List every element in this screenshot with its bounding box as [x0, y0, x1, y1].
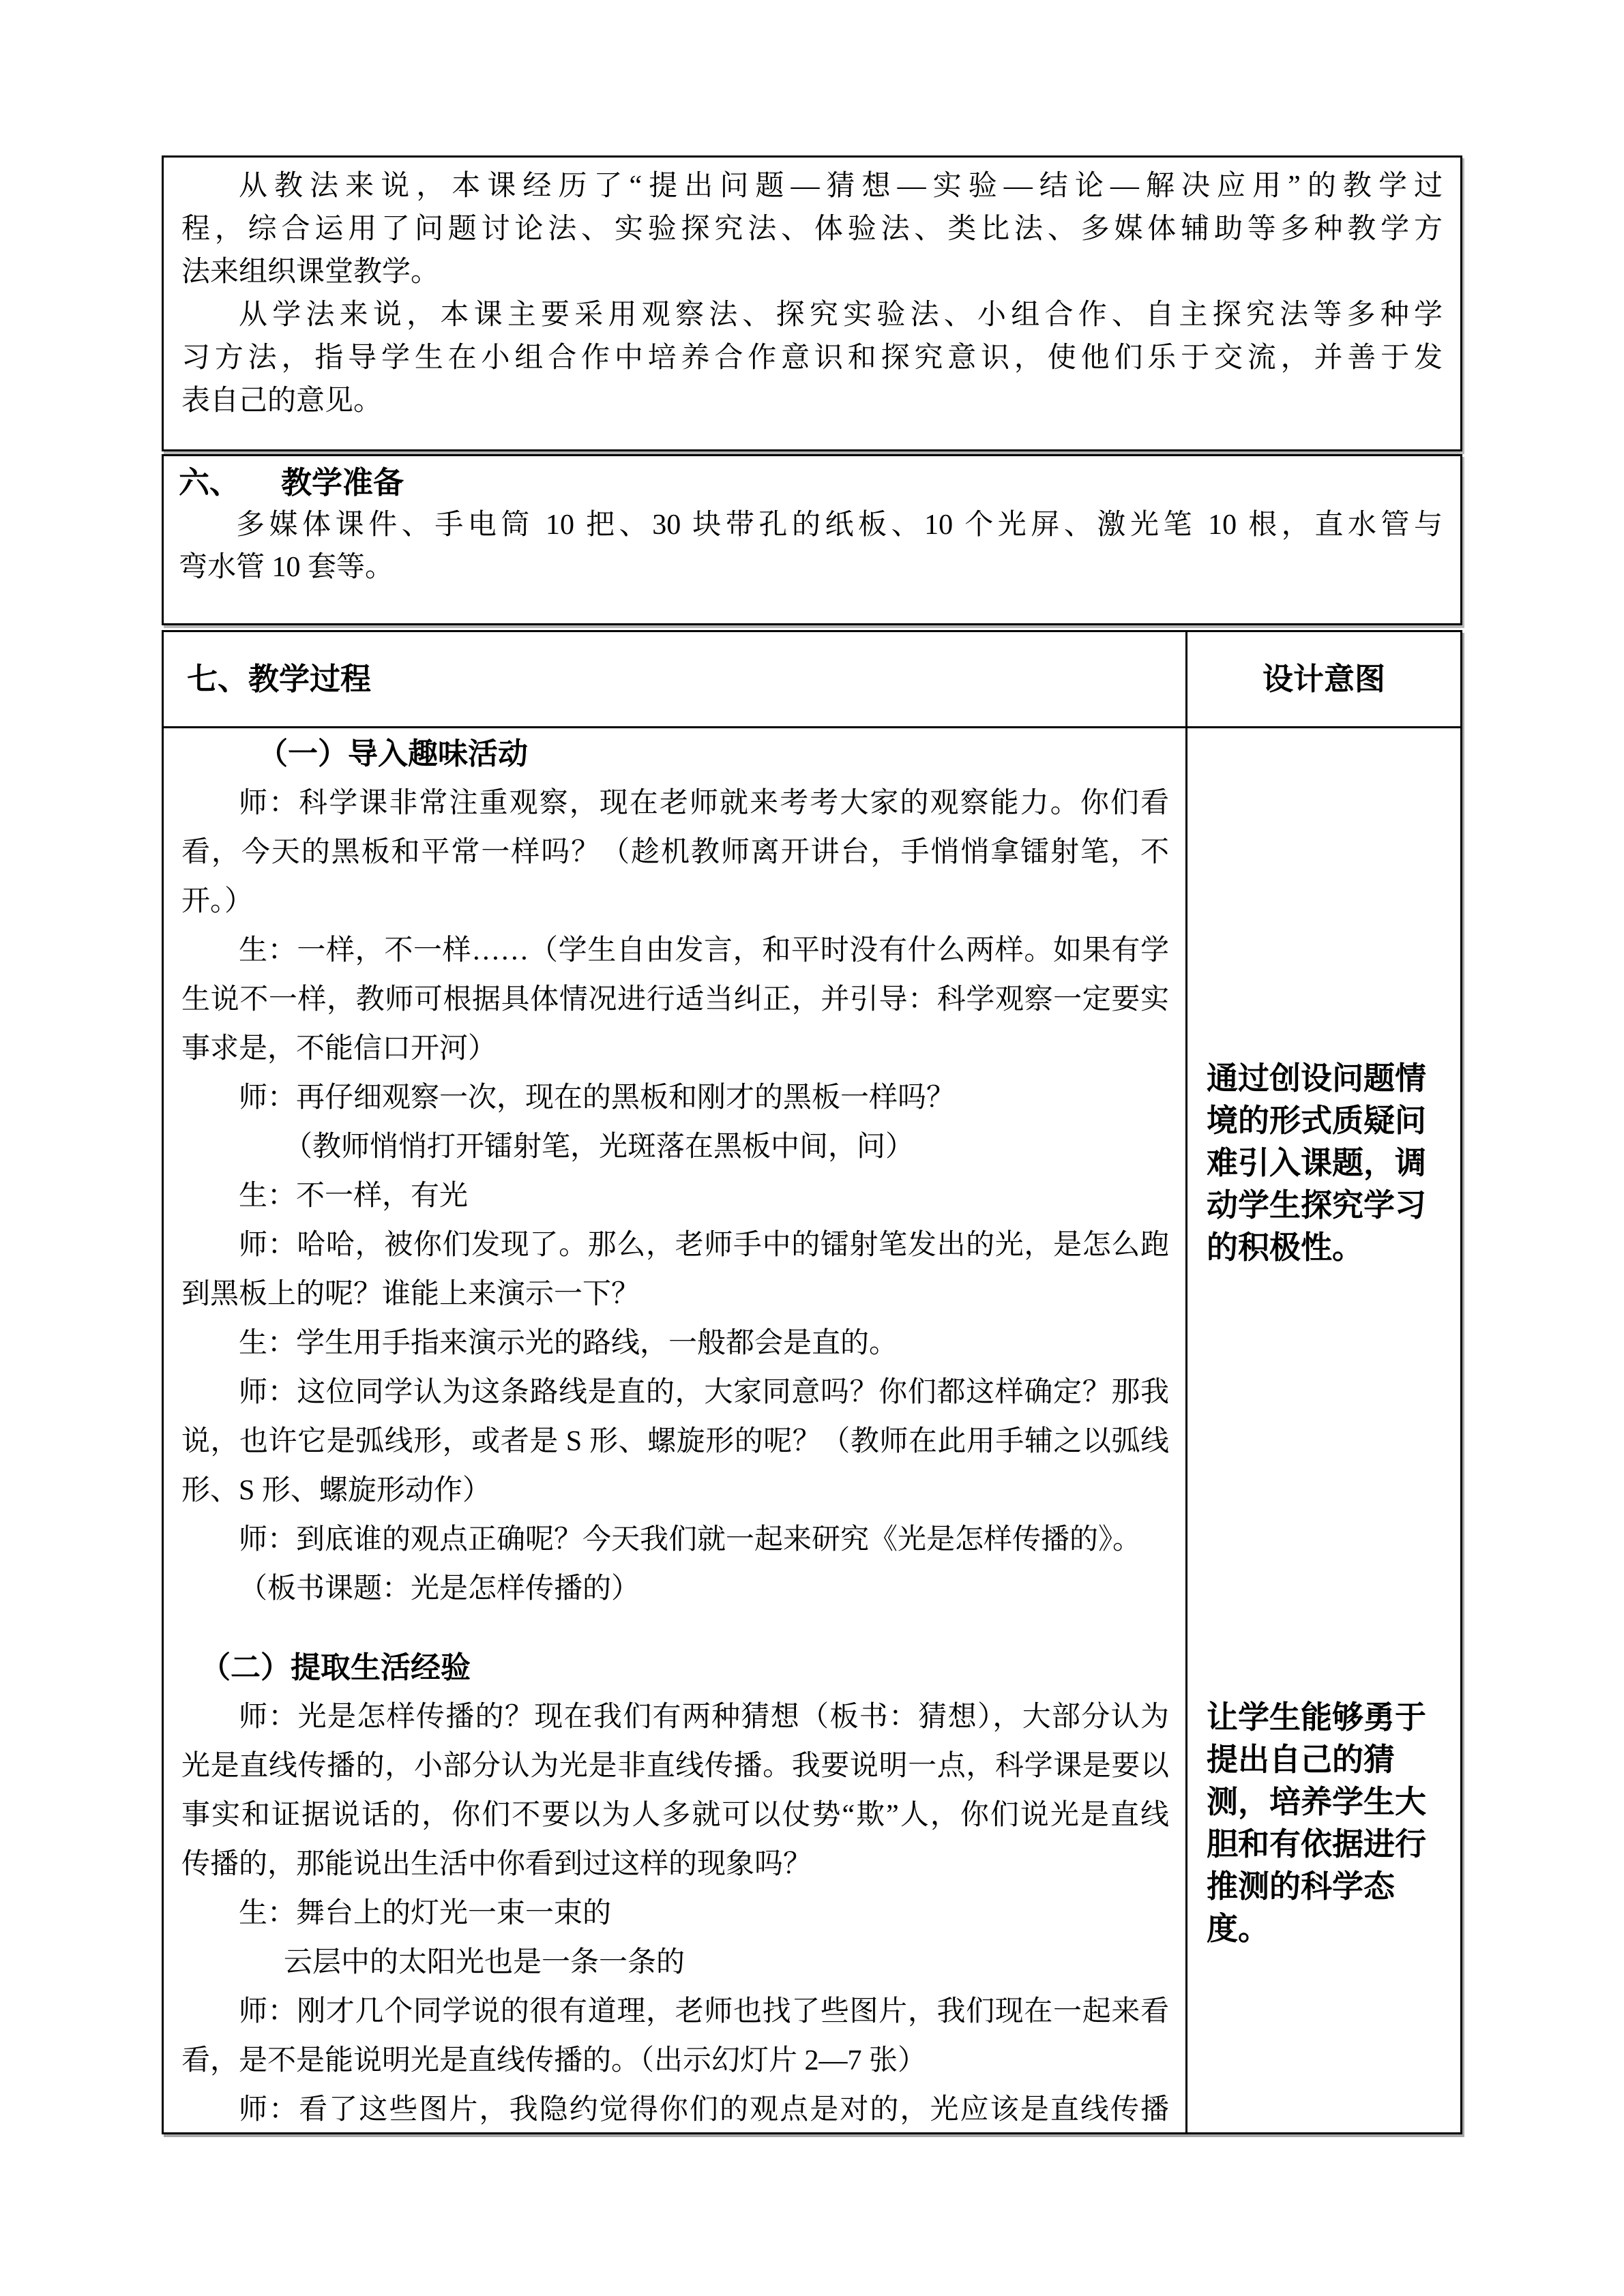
- dialogue-line: 生：不一样，有光: [239, 1180, 469, 1212]
- process-content-cell: [164, 728, 1187, 2132]
- board-note-line: （板书课题：光是怎样传播的）: [239, 1573, 640, 1605]
- dialogue-line: 生：舞台上的灯光一束一束的: [239, 1898, 612, 1929]
- process-body-row: [164, 728, 1460, 2132]
- dialogue-line: 师：到底谁的观点正确呢？今天我们就一起来研究《光是怎样传播的》。: [239, 1524, 1142, 1555]
- preparation-line: 弯水管 10 套等。: [179, 552, 394, 583]
- note-line: 的积极性。: [1207, 1229, 1363, 1265]
- note-line: 通过创设问题情: [1207, 1060, 1426, 1096]
- preparation-line: 多媒体课件、手电筒 10 把、30 块带孔的纸板、10 个光屏、激光笔 10 根，直水管与: [236, 509, 1443, 541]
- dialogue-line: 传播的，那能说出生活中你看到过这样的现象吗？: [181, 1849, 812, 1880]
- note-line: 境的形式质疑问: [1207, 1103, 1426, 1138]
- note-line: 提出自己的猜: [1207, 1742, 1395, 1777]
- dialogue-line: 生：一样，不一样……（学生自由发言，和平时没有什么两样。如果有学: [239, 935, 1169, 966]
- dialogue-line: 师：看了这些图片，我隐约觉得你们的观点是对的，光应该是直线传播: [239, 2094, 1169, 2126]
- dialogue-line: 师：刚才几个同学说的很有道理，老师也找了些图片，我们现在一起来看: [239, 1996, 1169, 2027]
- preparation-text-block: [164, 456, 1460, 588]
- overview-line: 从学法来说，本课主要采用观察法、探究实验法、小组合作、自主探究法等多种学: [239, 299, 1443, 331]
- dialogue-line: 师：再仔细观察一次，现在的黑板和刚才的黑板一样吗？: [239, 1082, 956, 1114]
- process-header-title: 七、教学过程: [164, 632, 1187, 726]
- dialogue-line: 开。）: [181, 886, 254, 917]
- note-line: 难引入课题，调: [1207, 1145, 1426, 1180]
- overview-line: 习方法，指导学生在小组合作中培养合作意识和探究意识，使他们乐于交流，并善于发: [181, 342, 1443, 374]
- dialogue-line: 事实和证据说话的，你们不要以为人多就可以仗势“欺”人，你们说光是直线: [181, 1800, 1169, 1831]
- process-table: [162, 630, 1462, 2134]
- overview-line: 法来组织课堂教学。: [181, 256, 440, 288]
- overview-line: 程，综合运用了问题讨论法、实验探究法、体验法、类比法、多媒体辅助等多种教学方: [181, 213, 1443, 245]
- preparation-heading: [179, 462, 1443, 504]
- note-line: 度。: [1207, 1911, 1269, 1946]
- dialogue-line: 形、S 形、螺旋形动作）: [181, 1475, 491, 1506]
- activity-heading-1: （一）导入趣味活动: [258, 737, 528, 771]
- overview-line: 从教法来说，本课经历了“提出问题—猜想—实验—结论—解决应用”的教学过: [239, 170, 1443, 202]
- design-intent-note: [1207, 1696, 1438, 1950]
- stage-direction-line: （教师悄悄打开镭射笔，光斑落在黑板中间，问）: [284, 1131, 915, 1163]
- dialogue-line: 看，是不是能说明光是直线传播的。（出示幻灯片 2—7 张）: [181, 2045, 927, 2076]
- design-intent-cell: [1187, 728, 1460, 2132]
- dialogue-line: 师：这位同学认为这条路线是直的，大家同意吗？你们都这样确定？那我: [239, 1377, 1169, 1408]
- preparation-heading-number: 六、: [179, 465, 241, 500]
- preparation-heading-title: 教学准备: [281, 465, 404, 500]
- dialogue-line: 云层中的太阳光也是一条一条的: [284, 1947, 685, 1978]
- dialogue-line: 说，也许它是弧线形，或者是 S 形、螺旋形的呢？（教师在此用手辅之以弧线: [181, 1426, 1169, 1457]
- dialogue-line: 到黑板上的呢？谁能上来演示一下？: [181, 1279, 640, 1310]
- dialogue-line: 师：科学课非常注重观察，现在老师就来考考大家的观察能力。你们看: [239, 788, 1169, 819]
- dialogue-line: 事求是，不能信口开河）: [181, 1033, 497, 1064]
- note-line: 让学生能够勇于: [1207, 1699, 1426, 1735]
- dialogue-line: 看，今天的黑板和平常一样吗？（趁机教师离开讲台，手悄悄拿镭射笔，不: [181, 837, 1169, 868]
- overview-line: 表自己的意见。: [181, 385, 383, 417]
- dialogue-line: 生：学生用手指来演示光的路线，一般都会是直的。: [239, 1328, 898, 1359]
- dialogue-line: 光是直线传播的，小部分认为光是非直线传播。我要说明一点，科学课是要以: [181, 1750, 1169, 1782]
- note-line: 测，培养学生大: [1207, 1784, 1426, 1819]
- design-intent-header: 设计意图: [1262, 662, 1385, 696]
- overview-table: [162, 155, 1462, 451]
- dialogue-line: 师：哈哈，被你们发现了。那么，老师手中的镭射笔发出的光，是怎么跑: [239, 1229, 1169, 1261]
- dialogue-line: 生说不一样，教师可根据具体情况进行适当纠正，并引导：科学观察一定要实: [181, 984, 1169, 1015]
- dialogue-line: 师：光是怎样传播的？现在我们有两种猜想（板书：猜想），大部分认为: [239, 1701, 1169, 1733]
- preparation-table: [162, 454, 1462, 625]
- overview-text-block: [164, 158, 1460, 423]
- activity-heading-2: （二）提取生活经验: [201, 1651, 471, 1684]
- note-line: 胆和有依据进行: [1207, 1826, 1426, 1862]
- design-intent-note: [1207, 1057, 1438, 1268]
- note-line: 动学生探究学习: [1207, 1187, 1426, 1223]
- note-line: 推测的科学态: [1207, 1868, 1395, 1904]
- process-header-row: [164, 632, 1460, 728]
